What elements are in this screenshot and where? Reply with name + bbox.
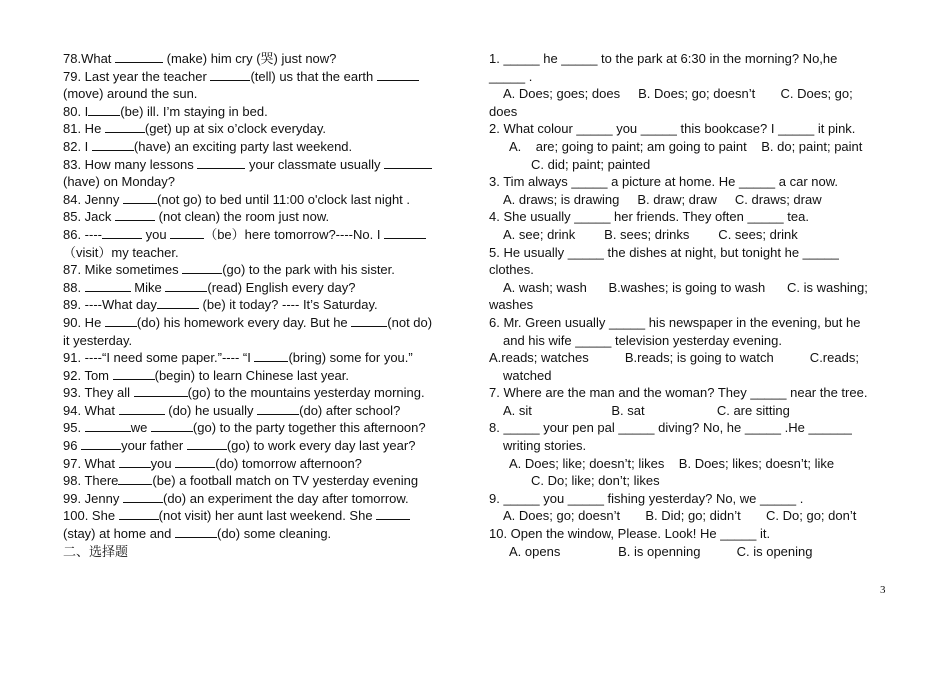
question-line [489, 138, 889, 156]
answer-blank [102, 227, 142, 239]
answer-blank [123, 491, 163, 503]
question-line [489, 543, 889, 561]
line-text: (be) a football match on TV yesterday evening [152, 473, 419, 489]
exercise-line [63, 50, 463, 68]
answer-blank [170, 227, 204, 239]
question-line [489, 120, 889, 138]
answer-blank [85, 420, 131, 432]
answer-blank [257, 403, 299, 415]
question-line [489, 226, 889, 244]
exercise-line [63, 191, 463, 209]
answer-blank [210, 69, 250, 81]
line-text: your father [121, 438, 187, 454]
line-text: 94. What [63, 402, 119, 418]
line-text: A. draws; is drawing B. draw; draw C. draws; draw [503, 191, 822, 207]
line-text: does [489, 103, 518, 119]
line-text: writing stories. [503, 438, 587, 454]
line-text: 87. Mike sometimes [63, 262, 183, 278]
line-text: (not visit) her aunt last weekend. She [158, 508, 377, 524]
question-line [489, 173, 889, 191]
answer-blank [88, 104, 120, 116]
exercise-line [63, 507, 463, 525]
line-text: 二、选择题 [63, 543, 129, 559]
exercise-line [63, 367, 463, 385]
answer-blank [123, 192, 157, 204]
line-text: 99. Jenny [63, 490, 123, 506]
answer-blank [134, 385, 188, 397]
line-text: (have) an exciting party last weekend. [133, 138, 353, 154]
exercise-line [63, 279, 463, 297]
line-text: (read) English every day? [207, 279, 356, 295]
line-text: (go) to the party together this afternoon? [192, 420, 426, 436]
question-line [489, 50, 889, 68]
exercise-line [63, 455, 463, 473]
question-line [489, 507, 889, 525]
line-text: (not clean) the room just now. [155, 209, 330, 225]
line-text: A. Does; go; doesn’t B. Did; go; didn’t C. Do; go; don’t [503, 508, 857, 524]
line-text: A. wash; wash B.washes; is going to wash C. is washing; [503, 279, 868, 295]
line-text: 81. He [63, 121, 105, 137]
exercise-line [63, 103, 463, 121]
exercise-line [63, 261, 463, 279]
line-text: A. Does; like; doesn’t; likes B. Does; likes; doesn’t; like [509, 455, 835, 471]
question-line [489, 314, 889, 332]
answer-blank [119, 403, 165, 415]
question-line [489, 472, 889, 490]
line-text: (begin) to learn Chinese last year. [154, 367, 350, 383]
line-text: and his wife _____ television yesterday evening. [503, 332, 782, 348]
exercise-line [63, 85, 463, 103]
answer-blank [115, 51, 163, 63]
line-text: A. are; going to paint; am going to paint B. do; paint; paint [509, 138, 863, 154]
line-text: 90. He [63, 314, 105, 330]
question-line [489, 384, 889, 402]
question-line [489, 244, 889, 262]
answer-blank [157, 297, 199, 309]
line-text: (be) it today? ---- It’s Saturday. [198, 297, 378, 313]
question-line [489, 332, 889, 350]
line-text: (tell) us that the earth [250, 68, 377, 84]
question-line [489, 490, 889, 508]
line-text: (not go) to bed until 11:00 o'clock last night . [157, 191, 411, 207]
line-text: (stay) at home and [63, 526, 175, 542]
line-text: 97. What [63, 455, 119, 471]
answer-blank [119, 456, 151, 468]
line-text: 92. Tom [63, 367, 113, 383]
answer-blank [351, 315, 387, 327]
exercise-line [63, 525, 463, 543]
line-text: 100. She [63, 508, 119, 524]
question-line [489, 208, 889, 226]
question-line [489, 279, 889, 297]
exercise-line [63, 226, 463, 244]
line-text: A. opens B. is openning C. is opening [509, 543, 813, 559]
question-line [489, 103, 889, 121]
line-text: you [150, 455, 176, 471]
answer-blank [377, 69, 419, 81]
line-text: C. did; paint; painted [531, 156, 651, 172]
left-column-exercises [63, 50, 463, 560]
line-text: 84. Jenny [63, 191, 123, 207]
exercise-line [63, 543, 463, 561]
exercise-line [63, 208, 463, 226]
exercise-line [63, 314, 463, 332]
line-text: (do) he usually [164, 402, 258, 418]
question-line [489, 191, 889, 209]
line-text: 80. I [63, 103, 89, 119]
question-line [489, 261, 889, 279]
line-text: we [130, 420, 151, 436]
answer-blank [105, 121, 145, 133]
line-text: （be）here tomorrow?----No. I [204, 226, 385, 242]
line-text: (move) around the sun. [63, 86, 198, 102]
answer-blank [182, 262, 222, 274]
line-text: 86. ---- [63, 226, 102, 242]
line-text: 3. Tim always _____ a picture at home. He _____ a car now. [489, 174, 839, 190]
question-line [489, 525, 889, 543]
answer-blank [105, 315, 137, 327]
line-text: Mike [130, 279, 166, 295]
line-text: _____ . [489, 68, 533, 84]
exercise-line [63, 332, 463, 350]
line-text: washes [489, 297, 534, 313]
line-text: 98. There [63, 473, 119, 489]
line-text: 85. Jack [63, 209, 116, 225]
exercise-line [63, 120, 463, 138]
line-text: clothes. [489, 262, 534, 278]
question-line [489, 85, 889, 103]
line-text: (go) to work every day last year? [226, 438, 416, 454]
line-text: (get) up at six o’clock everyday. [144, 121, 327, 137]
exercise-line [63, 402, 463, 420]
line-text: you [142, 226, 171, 242]
exercise-line [63, 68, 463, 86]
line-text: 83. How many lessons [63, 156, 198, 172]
answer-blank [118, 473, 152, 485]
line-text: your classmate usually [245, 156, 385, 172]
question-line [489, 296, 889, 314]
exercise-line [63, 349, 463, 367]
line-text: 78.What [63, 51, 116, 66]
exercise-line [63, 244, 463, 262]
line-text: 89. ----What day [63, 297, 157, 313]
answer-blank [115, 209, 155, 221]
question-line [489, 437, 889, 455]
exercise-line [63, 472, 463, 490]
page-number: 3 [880, 584, 886, 596]
line-text: (do) some cleaning. [217, 526, 332, 542]
question-line [489, 419, 889, 437]
question-line [489, 349, 889, 367]
answer-blank [254, 350, 288, 362]
line-text: 95. [63, 420, 85, 436]
answer-blank [165, 280, 207, 292]
answer-blank [92, 139, 134, 151]
line-text: 82. I [63, 138, 92, 154]
line-text: (go) to the mountains yesterday morning. [187, 385, 425, 401]
line-text: 1. _____ he _____ to the park at 6:30 in the morning? No,he [489, 51, 838, 66]
line-text: 6. Mr. Green usually _____ his newspaper in the evening, but he [489, 314, 861, 330]
line-text: 9. _____ you _____ fishing yesterday? No, we _____ . [489, 490, 804, 506]
line-text: 93. They all [63, 385, 134, 401]
question-line [489, 367, 889, 385]
line-text: 96 [63, 438, 82, 454]
line-text: 7. Where are the man and the woman? They _____ near the tree. [489, 385, 868, 401]
line-text: (do) tomorrow afternoon? [215, 455, 362, 471]
question-line [489, 402, 889, 420]
line-text: A. see; drink B. sees; drinks C. sees; drink [503, 226, 798, 242]
answer-blank [197, 157, 245, 169]
line-text: A. Does; goes; does B. Does; go; doesn’t C. Does; go; [503, 86, 853, 102]
line-text: 91. ----“I need some paper.”---- “I [63, 350, 255, 366]
answer-blank [175, 526, 217, 538]
line-text: A. sit B. sat C. are sitting [503, 402, 790, 418]
exercise-line [63, 419, 463, 437]
question-line [489, 455, 889, 473]
exercise-line [63, 173, 463, 191]
answer-blank [384, 227, 426, 239]
answer-blank [376, 508, 410, 520]
line-text: (do) an experiment the day after tomorrow. [163, 490, 409, 506]
line-text: 79. Last year the teacher [63, 68, 211, 84]
question-line [489, 68, 889, 86]
line-text: (make) him cry (哭) just now? [163, 51, 337, 66]
answer-blank [187, 438, 227, 450]
exercise-line [63, 138, 463, 156]
exercise-line [63, 437, 463, 455]
answer-blank [119, 508, 159, 520]
right-column-multiple-choice [489, 50, 889, 560]
line-text: （visit）my teacher. [63, 244, 179, 260]
question-line [489, 156, 889, 174]
exercise-line [63, 296, 463, 314]
exercise-line [63, 384, 463, 402]
line-text: (have) on Monday? [63, 174, 176, 190]
answer-blank [384, 157, 432, 169]
line-text: 5. He usually _____ the dishes at night, but tonight he _____ [489, 244, 839, 260]
answer-blank [175, 456, 215, 468]
answer-blank [81, 438, 121, 450]
line-text: (bring) some for you.” [288, 350, 413, 366]
line-text: (go) to the park with his sister. [222, 262, 395, 278]
line-text: 8. _____ your pen pal _____ diving? No, he _____ .He ______ [489, 420, 852, 436]
answer-blank [113, 368, 155, 380]
line-text: C. Do; like; don’t; likes [531, 473, 660, 489]
answer-blank [151, 420, 193, 432]
answer-blank [85, 280, 131, 292]
line-text: A.reads; watches B.reads; is going to watch C.reads; [489, 350, 859, 366]
line-text: 4. She usually _____ her friends. They often _____ tea. [489, 209, 809, 225]
line-text: 88. [63, 279, 85, 295]
line-text: 10. Open the window, Please. Look! He _____ it. [489, 526, 771, 542]
line-text: it yesterday. [63, 332, 133, 348]
line-text: (be) ill. I’m staying in bed. [120, 103, 268, 119]
line-text: 2. What colour _____ you _____ this bookcase? I _____ it pink. [489, 121, 856, 137]
line-text: (not do) [387, 314, 433, 330]
line-text: (do) after school? [299, 402, 401, 418]
line-text: (do) his homework every day. But he [136, 314, 352, 330]
line-text: watched [503, 367, 552, 383]
exercise-line [63, 490, 463, 508]
exercise-line [63, 156, 463, 174]
